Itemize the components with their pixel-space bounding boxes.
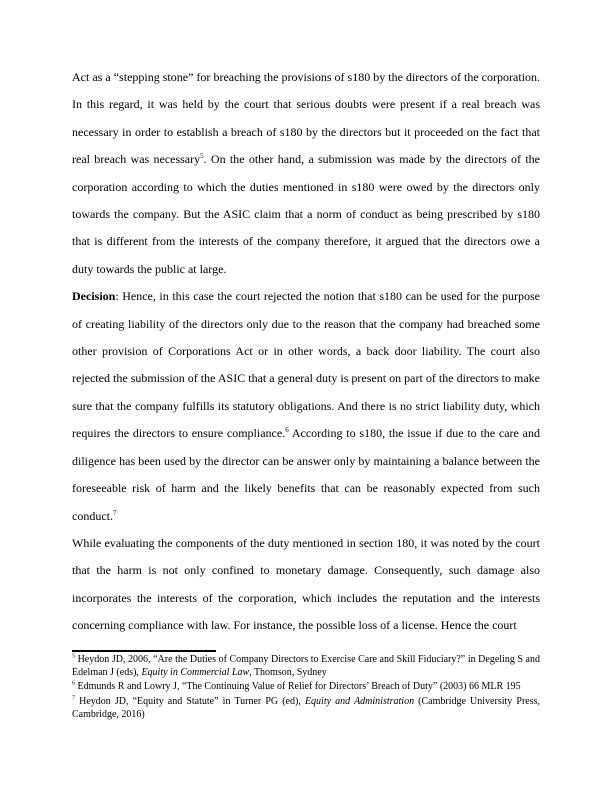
footnote-text: Heydon JD, “Equity and Statute” in Turner PG (ed), <box>75 695 305 707</box>
paragraph-3 <box>72 530 540 640</box>
footnote-number: 6 <box>72 681 75 688</box>
document-body <box>72 64 540 640</box>
footnote-number: 5 <box>72 653 75 660</box>
decision-label: Decision <box>72 289 116 304</box>
footnote-separator <box>72 650 216 652</box>
footnote-italic-title: Equity in Commercial Law <box>141 667 250 679</box>
footnote-5 <box>72 653 540 679</box>
footnote-number: 7 <box>72 695 75 702</box>
footnote-italic-title: Equity and Administration <box>304 695 415 707</box>
paragraph-decision-text-cont: According to s180, the issue if due to the care and diligence has been used by the director can be answer only by maintaining a balance between the foreseeable risk of harm and the likely benefits that can be reasonably expected from such conduct. <box>72 426 540 523</box>
paragraph-1-text: Act as a “stepping stone” for breaching the provisions of s180 by the directors of the corporation. In this regard, it was held by the court that serious doubts were present if a real breach was necessary in order to establish a breach of s180 by the directors but it proceeded on the fact that real breach was necessary <box>72 70 540 167</box>
paragraph-decision-text: : Hence, in this case the court rejected the notion that s180 can be used for the purpose of creating liability of the directors only due to the reason that the company had breached some other provision of Corporations Act or in other words, a back door liability. The court also rejected the submission of the ASIC that a general duty is present on part of the directors to make sure that the company fulfills its statutory obligations. And there is no strict liability duty, which requires the directors to ensure compliance. <box>72 289 540 441</box>
footnote-ref-5[interactable]: 5 <box>200 152 204 161</box>
footnote-text: Heydon JD, 2006, “Are the Duties of Company Directors to Exercise Care and Skill Fiduciary?” in Degeling S and Edelman J (eds), <box>72 654 540 679</box>
footnote-text: Edmunds R and Lowry J, “The Continuing Value of Relief for Directors’ Breach of Duty” (2003) 66 MLR 195 <box>75 681 521 693</box>
footnote-text-end: (Cambridge University Press, Cambridge, 2016) <box>72 695 540 720</box>
paragraph-1-text-cont: . On the other hand, a submission was made by the directors of the corporation according to which the duties mentioned in s180 were owed by the directors only towards the company. But the ASIC claim that a norm of conduct as being prescribed by s180 that is different from the interests of the company therefore, it argued that the directors owe a duty towards the public at large. <box>72 152 541 276</box>
paragraph-1 <box>72 64 540 283</box>
footnote-ref-7[interactable]: 7 <box>113 508 117 517</box>
footnote-6 <box>72 680 540 693</box>
footnotes <box>72 653 540 722</box>
paragraph-3-text: While evaluating the components of the duty mentioned in section 180, it was noted by the court that the harm is not only confined to monetary damage. Consequently, such damage also incorporates the interests of the corporation, which includes the reputation and the interests concerning compliance with law. For instance, the possible loss of a license. Hence the court <box>72 535 540 633</box>
paragraph-decision <box>72 283 540 530</box>
footnote-text-end: , Thomson, Sydney <box>249 667 327 679</box>
footnote-7 <box>72 695 540 721</box>
footnote-ref-6[interactable]: 6 <box>285 426 289 435</box>
